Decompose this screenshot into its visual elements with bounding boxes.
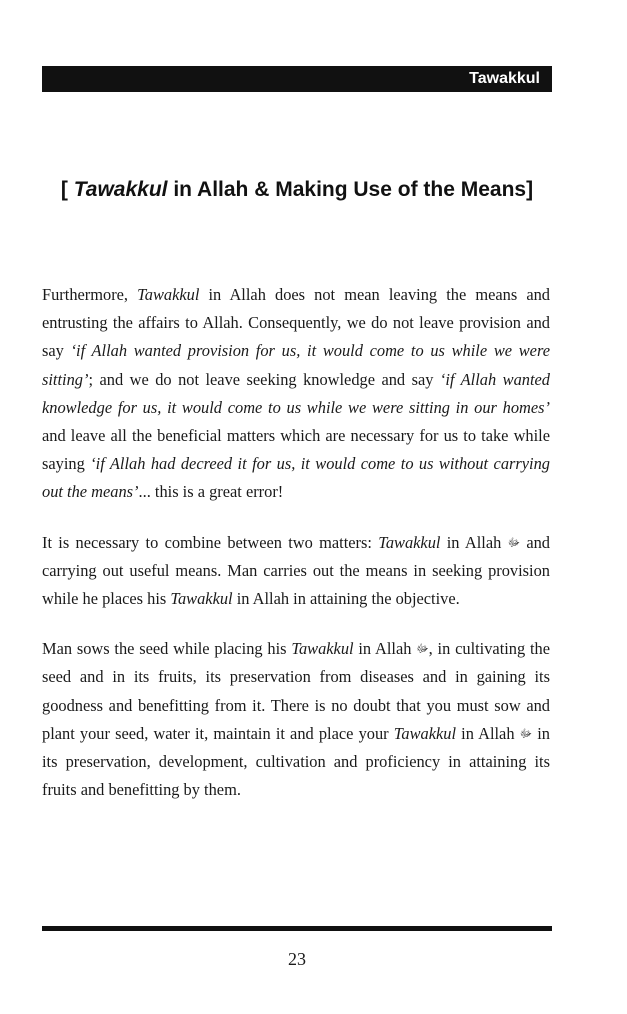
text-run: ... this is a great error! bbox=[138, 482, 284, 502]
text-run: in Allah bbox=[456, 723, 520, 743]
text-run: and leave all the beneficial matters which are necessary for us to take while saying bbox=[42, 426, 550, 474]
text-run: Man sows the seed while placing his bbox=[42, 639, 292, 659]
page-number: 23 bbox=[288, 949, 306, 969]
italic-quote: ‘if Allah had decreed it for us, it would come to us without carrying out the means’ bbox=[42, 454, 550, 502]
italic-term: Tawakkul bbox=[291, 639, 354, 659]
italic-term: Tawakkul bbox=[393, 723, 456, 743]
paragraph-3 bbox=[42, 635, 550, 804]
text-run: in Allah bbox=[440, 532, 508, 552]
chapter-title-rest: in Allah & Making Use of the Means] bbox=[167, 178, 534, 201]
running-header-bar bbox=[42, 66, 552, 92]
text-run: in Allah in attaining the objective. bbox=[232, 589, 460, 609]
running-header-title: Tawakkul bbox=[469, 70, 540, 87]
italic-quote: ‘if Allah wanted knowledge for us, it would come to us while we were sitting in our homes’ bbox=[42, 369, 550, 417]
text-run: Furthermore, bbox=[42, 285, 138, 304]
italic-term: Tawakkul bbox=[137, 285, 200, 304]
footer-rule bbox=[42, 926, 552, 931]
text-run: ; and we do not leave seeking knowledge and say bbox=[88, 369, 440, 389]
body-text bbox=[42, 281, 550, 826]
text-run: in its preservation, development, cultivation and proficiency in attaining its fruits and benefitting by them. bbox=[42, 723, 550, 800]
text-run: and carrying out useful means. Man carries out the means in seeking provision while he places his bbox=[42, 532, 550, 609]
honorific-glyph: ﷻ bbox=[416, 643, 429, 656]
text-run: , in cultivating the seed and in its fruits, its preservation from diseases and in gaining its goodness and benefitting from it. There is no doubt that you must sow and plant your seed, water it, maintain it and place your bbox=[42, 639, 551, 743]
chapter-title-open: [ bbox=[60, 178, 74, 201]
chapter-title bbox=[60, 174, 534, 205]
paragraph-1 bbox=[42, 281, 550, 507]
text-run: It is necessary to combine between two matters: bbox=[42, 532, 379, 552]
text-run: in Allah does not mean leaving the means and entrusting the affairs to Allah. Consequently, we do not leave provision and say bbox=[42, 285, 551, 361]
italic-term: Tawakkul bbox=[378, 532, 441, 552]
text-run: in Allah bbox=[353, 639, 417, 659]
paragraph-2 bbox=[42, 529, 550, 614]
honorific-glyph: ﷻ bbox=[519, 727, 533, 740]
italic-term: Tawakkul bbox=[170, 589, 233, 609]
chapter-title-term: Tawakkul bbox=[73, 178, 168, 201]
honorific-glyph: ﷻ bbox=[507, 536, 521, 549]
italic-quote: ‘if Allah wanted provision for us, it would come to us while we were sitting’ bbox=[42, 341, 550, 389]
